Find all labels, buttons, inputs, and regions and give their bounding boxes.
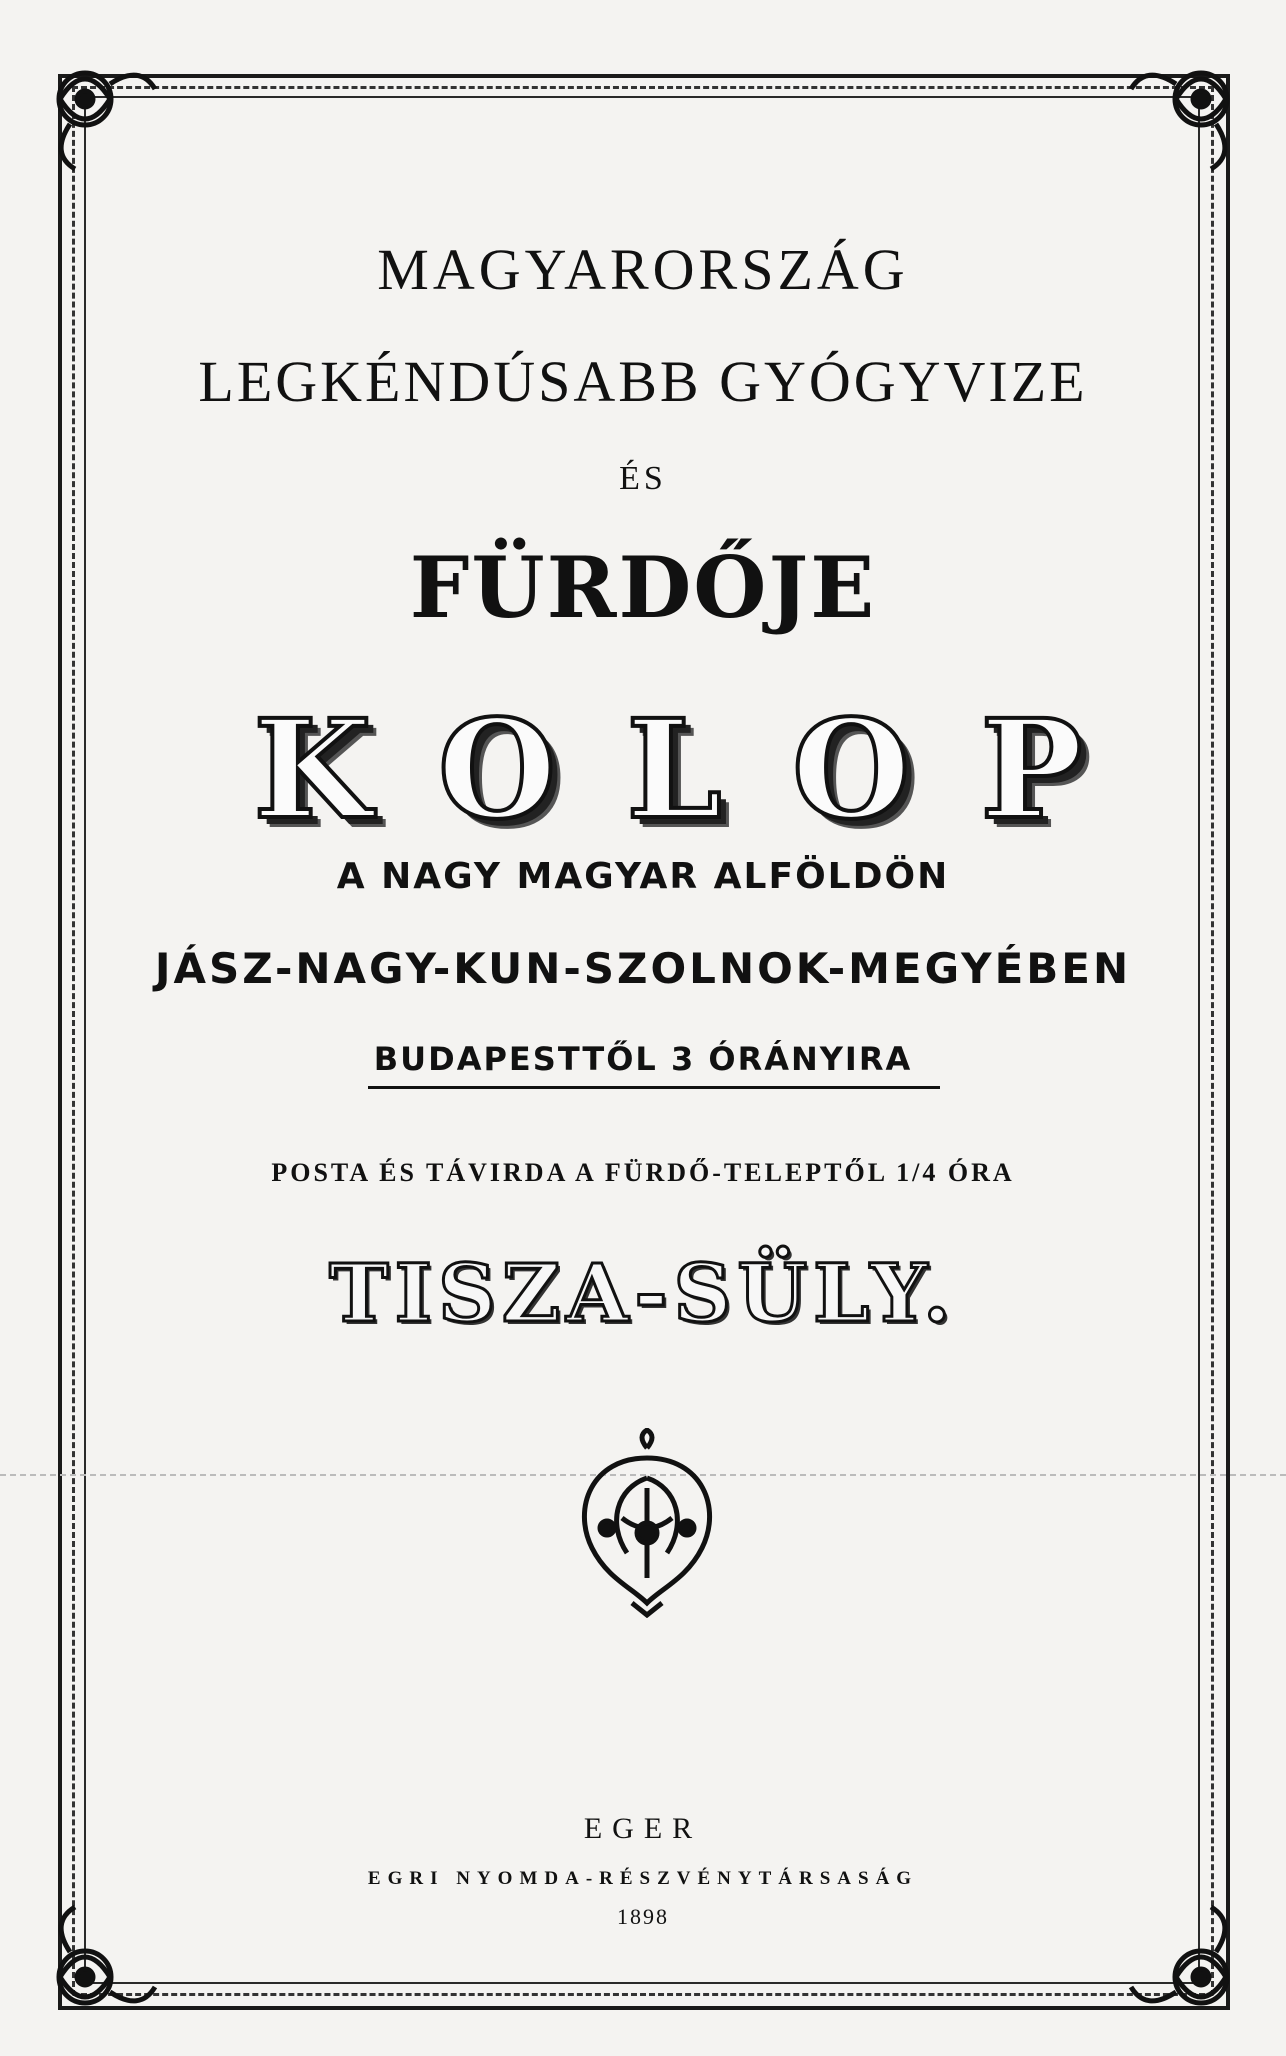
- imprint-year: 1898: [617, 1904, 669, 1929]
- spa-name: KOLOP: [253, 690, 1153, 850]
- location-line-3: BUDAPESTTŐL 3 ÓRÁNYIRA: [373, 1040, 913, 1078]
- title-line-4: FÜRDŐJE: [409, 538, 877, 637]
- central-floral-ornament-icon: [572, 1428, 722, 1618]
- title-line-3: ÉS: [619, 460, 667, 497]
- town-name: TISZA-SÜLY.: [329, 1246, 957, 1340]
- imprint-publisher: EGRI NYOMDA-RÉSZVÉNYTÁRSASÁG: [367, 1868, 919, 1889]
- divider-rule: [368, 1086, 940, 1089]
- imprint-city: EGER: [583, 1812, 703, 1845]
- location-line-2: JÁSZ-NAGY-KUN-SZOLNOK-MEGYÉBEN: [154, 944, 1132, 993]
- title-line-1: MAGYARORSZÁG: [377, 237, 909, 302]
- post-info: POSTA ÉS TÁVIRDA A FÜRDŐ-TELEPTŐL 1/4 ÓRA: [271, 1158, 1015, 1187]
- title-line-2: LEGKÉNDÚSABB GYÓGYVIZE: [198, 349, 1088, 414]
- corner-ornament-icon: [40, 54, 160, 174]
- corner-ornament-icon: [1126, 54, 1246, 174]
- location-line-1: A NAGY MAGYAR ALFÖLDÖN: [336, 856, 950, 897]
